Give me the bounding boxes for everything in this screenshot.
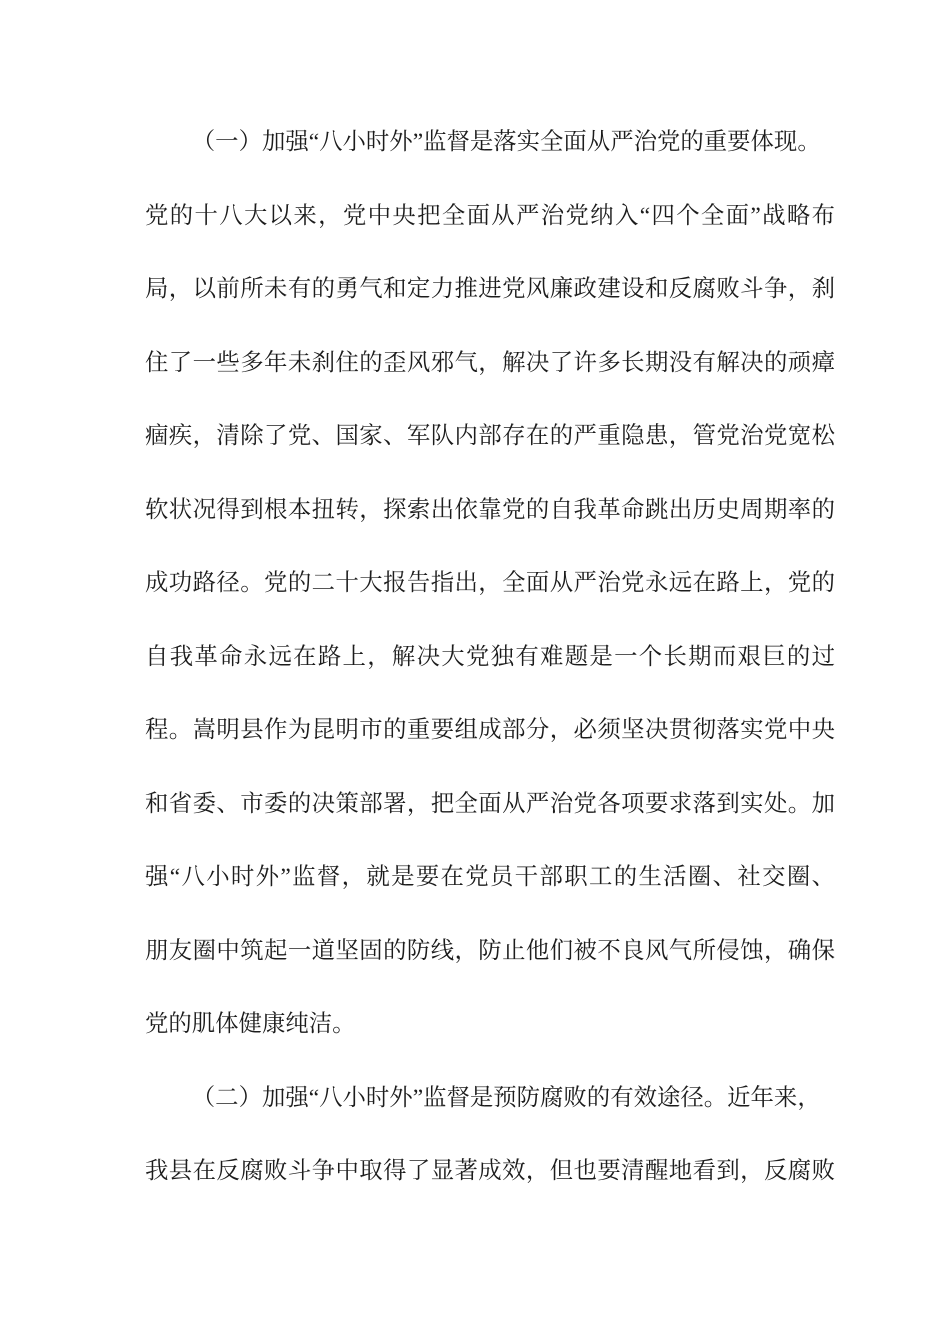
text-line: （二）加强“八小时外”监督是预防腐败的有效途径。近年来，	[191, 1084, 821, 1111]
text-line: 痼疾，清除了党、国家、军队内部存在的严重隐患，管党治党宽松	[145, 423, 835, 449]
text-line: （一）加强“八小时外”监督是落实全面从严治党的重要体现。	[191, 129, 821, 155]
text-line: 党的十八大以来，党中央把全面从严治党纳入“四个全面”战略布	[145, 202, 835, 229]
text-line: 和省委、市委的决策部署，把全面从严治党各项要求落到实处。加	[145, 790, 835, 817]
document-text-block	[145, 106, 835, 1209]
text-line: 朋友圈中筑起一道坚固的防线，防止他们被不良风气所侵蚀，确保	[145, 937, 835, 964]
text-line: 成功路径。党的二十大报告指出，全面从严治党永远在路上，党的	[145, 570, 835, 596]
text-line: 住了一些多年未刹住的歪风邪气，解决了许多长期没有解决的顽瘴	[145, 349, 835, 376]
text-line: 党的肌体健康纯洁。	[145, 1011, 356, 1037]
text-line: 我县在反腐败斗争中取得了显著成效，但也要清醒地看到，反腐败	[145, 1158, 835, 1184]
text-line: 自我革命永远在路上，解决大党独有难题是一个长期而艰巨的过	[145, 643, 835, 670]
text-line: 程。嵩明县作为昆明市的重要组成部分，必须坚决贯彻落实党中央	[145, 717, 835, 743]
text-line: 强“八小时外”监督，就是要在党员干部职工的生活圈、社交圈、	[145, 864, 835, 890]
text-line: 局，以前所未有的勇气和定力推进党风廉政建设和反腐败斗争，刹	[145, 276, 835, 302]
text-line: 软状况得到根本扭转，探索出依靠党的自我革命跳出历史周期率的	[145, 496, 835, 523]
